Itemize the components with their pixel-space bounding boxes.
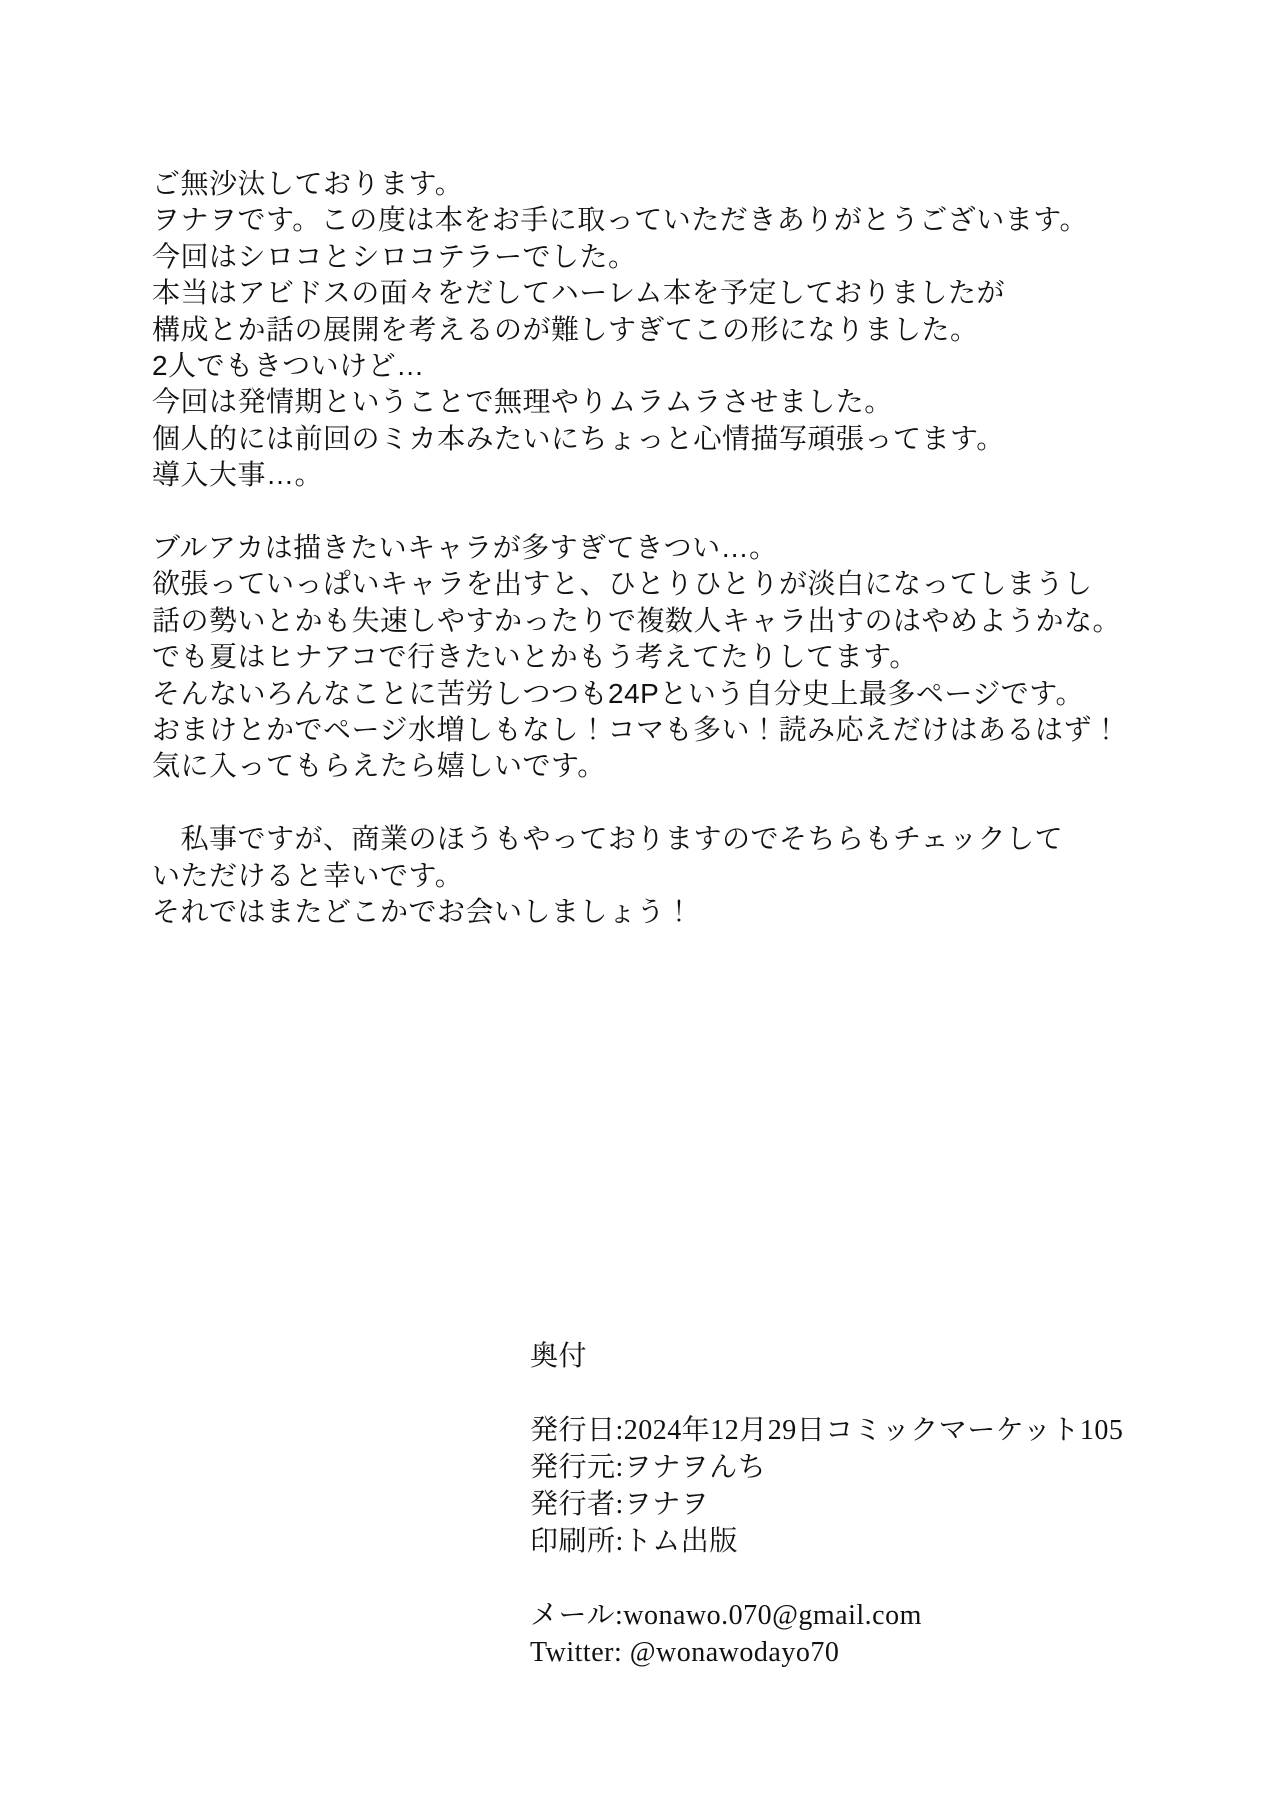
afterword-line: いただけると幸いです。 (152, 859, 464, 891)
afterword-line: ブルアカは描きたいキャラが多すぎてきつい…。 (152, 532, 778, 564)
colophon-entries (530, 1412, 1123, 1560)
colophon-contact-twitter: Twitter: @wonawodayo70 (530, 1637, 840, 1668)
afterword-line: 構成とか話の展開を考えるのが難しすぎてこの形になりました。 (152, 313, 979, 345)
afterword-line: ヲナヲです。この度は本をお手に取っていただきありがとうございます。 (152, 204, 1089, 236)
colophon-entry-publisher-circle: 発行元:ヲナヲんち (530, 1452, 767, 1483)
colophon-entry-printer: 印刷所:トム出版 (530, 1526, 738, 1557)
afterword-line: 本当はアビドスの面々をだしてハーレム本を予定しておりましたが (152, 277, 1006, 309)
colophon-contacts (530, 1597, 1123, 1671)
afterword-line: 気に入ってもらえたら嬉しいです。 (152, 750, 606, 782)
afterword-line: それではまたどこかでお会いしましょう！ (152, 896, 694, 928)
afterword-paragraph-3 (152, 821, 1121, 930)
afterword-text (152, 166, 1121, 931)
afterword-line: 今回は発情期ということで無理やりムラムラさせました。 (152, 386, 893, 418)
afterword-line: 欲張っていっぱいキャラを出すと、ひとりひとりが淡白になってしまうし (152, 568, 1093, 600)
colophon-entry-publication-date: 発行日:2024年12月29日コミックマーケット105 (530, 1415, 1124, 1446)
afterword-paragraph-1 (152, 166, 1121, 494)
afterword-line: 今回はシロコとシロコテラーでした。 (152, 240, 637, 272)
afterword-line: おまけとかでページ水増しもなし！コマも多い！読み応えだけはあるはず！ (152, 714, 1121, 746)
colophon (530, 1338, 1123, 1671)
afterword-line: そんないろんなことに苦労しつつも24Pという自分史上最多ページです。 (152, 677, 1085, 709)
colophon-contact-email: メール:wonawo.070@gmail.com (530, 1600, 922, 1631)
afterword-line: でも夏はヒナアコで行きたいとかもう考えてたりしてます。 (152, 641, 918, 673)
afterword-line: 話の勢いとかも失速しやすかったりで複数人キャラ出すのはやめようかな。 (152, 604, 1122, 636)
afterword-line: 個人的には前回のミカ本みたいにちょっと心情描写頑張ってます。 (152, 422, 1005, 454)
afterword-paragraph-2 (152, 530, 1121, 785)
afterword-line: ご無沙汰しております。 (152, 168, 464, 199)
afterword-line: 導入大事…。 (152, 459, 324, 491)
afterword-line: 私事ですが、商業のほうもやっておりますのでそちらもチェックして (152, 823, 1064, 855)
colophon-heading: 奥付 (530, 1341, 588, 1372)
afterword-line: 2人でもきついけど… (152, 350, 425, 382)
colophon-entry-author: 発行者:ヲナヲ (530, 1489, 710, 1520)
